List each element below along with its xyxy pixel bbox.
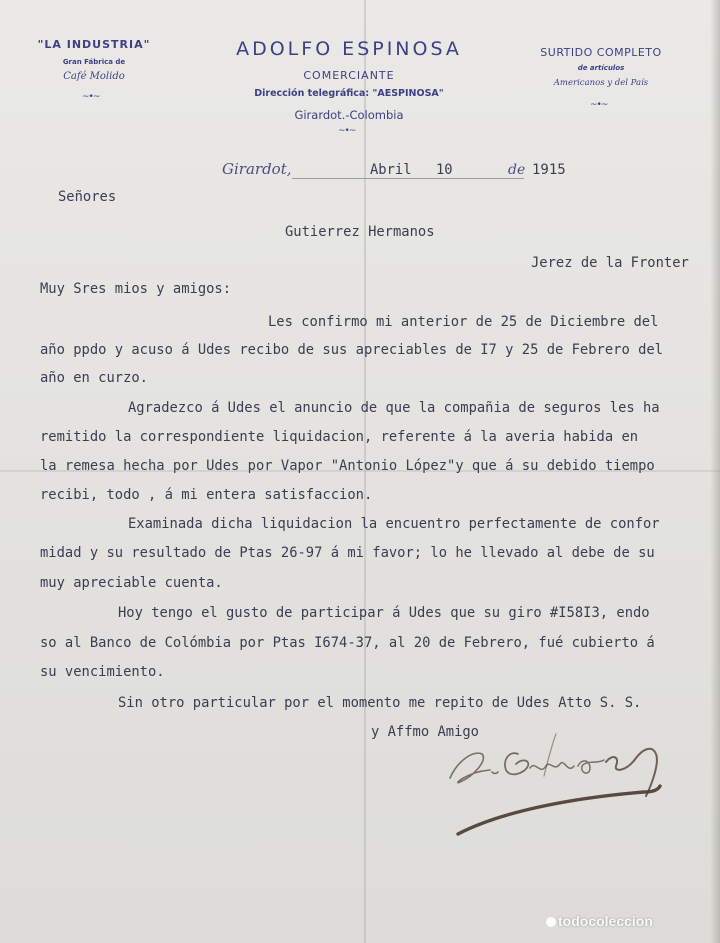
letterhead-left-line2: Gran Fábrica de <box>62 58 126 66</box>
body-line: su vencimiento. <box>40 664 165 680</box>
letterhead-telegraph: Dirección telegráfica: "AESPINOSA" <box>254 88 444 99</box>
letterhead-right-line1: SURTIDO COMPLETO <box>540 46 662 59</box>
body-line: Les confirmo mi anterior de 25 de Diciembre del <box>268 314 659 330</box>
date-day: 10 <box>436 162 453 178</box>
body-line: Examinada dicha liquidacion la encuentro perfectamente de confor <box>128 516 660 532</box>
recipient-name: Gutierrez Hermanos <box>285 224 435 240</box>
letterhead-title: ADOLFO ESPINOSA <box>236 38 462 60</box>
letterhead-left-line3: Café Molido <box>63 71 125 82</box>
body-line: Agradezco á Udes el anuncio de que la compañia de seguros les ha <box>128 400 660 416</box>
greeting-line: Muy Sres mios y amigos: <box>40 281 232 297</box>
right-flourish-ornament: ~•~ <box>590 100 608 110</box>
left-flourish-ornament: ~•~ <box>82 92 100 102</box>
recipient-city: Jerez de la Fronter <box>531 255 689 271</box>
salutation-prefix: Señores <box>58 189 117 205</box>
closing-line: Sin otro particular por el momento me repito de Udes Atto S. S. <box>118 695 642 711</box>
body-line: remitido la correspondiente liquidacion, referente á la averia habida en <box>40 429 639 445</box>
letterhead-left-name: "LA INDUSTRIA" <box>37 38 151 51</box>
center-flourish-ornament: ~•~ <box>338 126 356 136</box>
body-line: año en curzo. <box>40 370 148 386</box>
date-rule <box>292 178 524 179</box>
body-line: recibi, todo , á mi entera satisfaccion. <box>40 487 373 503</box>
body-line: so al Banco de Colómbia por Ptas I674-37, al 20 de Febrero, fué cubierto á <box>40 635 655 651</box>
letterhead-right-line3: Americanos y del País <box>553 78 649 88</box>
body-line: año ppdo y acuso á Udes recibo de sus apreciables de I7 y 25 de Febrero del <box>40 342 663 358</box>
date-year: 1915 <box>532 162 566 178</box>
date-de: de <box>508 162 526 178</box>
watermark-logo <box>546 913 653 929</box>
body-line: Hoy tengo el gusto de participar á Udes que su giro #I58I3, endo <box>118 605 650 621</box>
closing-line: y Affmo Amigo <box>371 724 479 740</box>
watermark-text: todocoleccion <box>558 913 653 929</box>
letterhead-right-line2: de artículos <box>577 64 625 72</box>
date-city: Girardot, <box>222 160 292 178</box>
watermark-icon <box>546 917 556 927</box>
date-month: Abril <box>370 162 412 178</box>
body-line: midad y su resultado de Ptas 26-97 á mi favor; lo he llevado al debe de su <box>40 545 655 561</box>
page-edge-shadow <box>710 0 720 943</box>
body-line: muy apreciable cuenta. <box>40 575 223 591</box>
handwritten-signature <box>430 720 690 845</box>
letterhead-place: Girardot.-Colombia <box>294 108 404 122</box>
letterhead-role: COMERCIANTE <box>303 69 395 82</box>
body-line: la remesa hecha por Udes por Vapor "Antonio López"y que á su debido tiempo <box>40 458 655 474</box>
